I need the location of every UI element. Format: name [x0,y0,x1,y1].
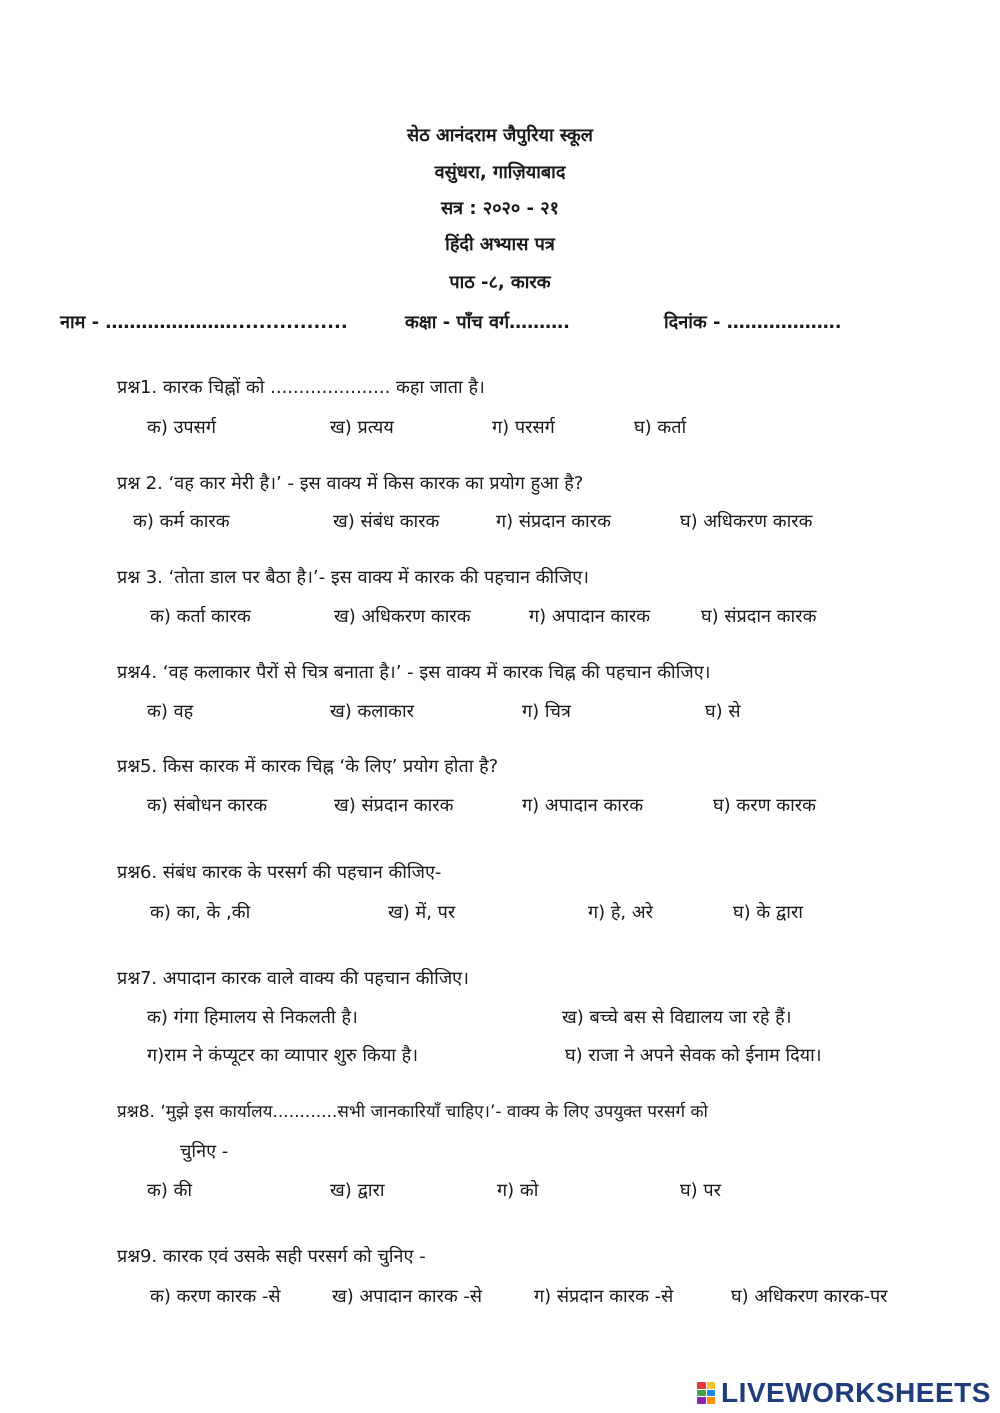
q5-option-a: क) संबोधन कारक [147,795,268,816]
q7-option-a: क) गंगा हिमालय से निकलती है। [147,1007,358,1028]
q7-option-c: ग)राम ने कंप्यूटर का व्यापार शुरु किया है। [147,1045,419,1066]
q9-option-c: ग) संप्रदान कारक -से [534,1286,674,1307]
question-8-continued: चुनिए - [180,1141,229,1162]
q5-option-c: ग) अपादान कारक [522,795,644,816]
question-8: प्रश्न8. ‘मुझे इस कार्यालय............सभी जानकारियाँ चाहिए।’- वाक्य के लिए उपयुक्त परसर्ग को [117,1102,708,1122]
lesson-title: पाठ -८, कारक [449,272,551,293]
question-1: प्रश्न1. कारक चिह्नों को ..................... कहा जाता है। [117,377,485,398]
q4-option-c: ग) चित्र [522,701,571,722]
question-3: प्रश्न 3. ‘तोता डाल पर बैठा है।’- इस वाक्य में कारक की पहचान कीजिए। [117,567,589,588]
q8-option-c: ग) को [497,1180,539,1201]
q8-option-a: क) की [147,1180,193,1201]
q1-option-b: ख) प्रत्यय [330,417,394,438]
q2-option-c: ग) संप्रदान कारक [496,511,611,532]
q7-option-d: घ) राजा ने अपने सेवक को ईनाम दिया। [565,1045,822,1066]
date-field: दिनांक - ………………. [664,312,842,333]
logo-square [707,1397,716,1404]
question-2: प्रश्न 2. ‘वह कार मेरी है।’ - इस वाक्य में किस कारक का प्रयोग हुआ है? [117,473,584,494]
q4-option-d: घ) से [705,701,741,722]
q3-option-a: क) कर्ता कारक [150,606,251,627]
q1-option-c: ग) परसर्ग [492,417,555,438]
logo-square [697,1390,706,1397]
q2-option-d: घ) अधिकरण कारक [680,511,813,532]
logo-square [707,1382,716,1389]
q5-option-d: घ) करण कारक [713,795,816,816]
q9-option-b: ख) अपादान कारक -से [332,1286,483,1307]
school-location: वसुंधरा, गाज़ियाबाद [434,162,566,183]
liveworksheets-logo [697,1377,991,1409]
q2-option-a: क) कर्म कारक [133,511,230,532]
q4-option-a: क) वह [147,701,194,722]
q3-option-b: ख) अधिकरण कारक [334,606,471,627]
q7-option-b: ख) बच्चे बस से विद्यालय जा रहे हैं। [562,1007,792,1028]
logo-square [697,1397,706,1404]
q2-option-b: ख) संबंध कारक [333,511,440,532]
question-7: प्रश्न7. अपादान कारक वाले वाक्य की पहचान कीजिए। [117,968,469,989]
q8-option-b: ख) द्वारा [330,1180,385,1201]
q1-option-a: क) उपसर्ग [147,417,216,438]
q9-option-d: घ) अधिकरण कारक-पर [731,1286,888,1307]
liveworksheets-mark-icon [697,1382,715,1404]
name-field: नाम - …………………................. [60,312,348,333]
q3-option-d: घ) संप्रदान कारक [701,606,817,627]
logo-square [707,1390,716,1397]
q6-option-d: घ) के द्वारा [733,902,803,923]
class-field: कक्षा - पाँच वर्ग………. [405,312,570,333]
q1-option-d: घ) कर्ता [634,417,687,438]
q8-option-d: घ) पर [680,1180,721,1201]
question-4: प्रश्न4. ‘वह कलाकार पैरों से चित्र बनाता है।’ - इस वाक्य में कारक चिह्न की पहचान कीजिए। [117,662,711,683]
q4-option-b: ख) कलाकार [330,701,415,722]
question-5: प्रश्न5. किस कारक में कारक चिह्न ‘के लिए’ प्रयोग होता है? [117,756,499,777]
session: सत्र : २०२० - २१ [441,198,559,219]
q3-option-c: ग) अपादान कारक [529,606,651,627]
school-name: सेठ आनंदराम जैपुरिया स्कूल [407,125,593,146]
question-9: प्रश्न9. कारक एवं उसके सही परसर्ग को चुनिए - [117,1246,426,1267]
q5-option-b: ख) संप्रदान कारक [334,795,454,816]
q6-option-b: ख) में, पर [388,902,456,923]
q6-option-c: ग) हे, अरे [588,902,653,923]
question-6: प्रश्न6. संबंध कारक के परसर्ग की पहचान कीजिए- [117,862,442,883]
q6-option-a: क) का, के ,की [150,902,251,923]
liveworksheets-text: LIVEWORKSHEETS [721,1377,991,1408]
sheet-title: हिंदी अभ्यास पत्र [445,234,555,255]
logo-square [697,1382,706,1389]
q9-option-a: क) करण कारक -से [150,1286,281,1307]
